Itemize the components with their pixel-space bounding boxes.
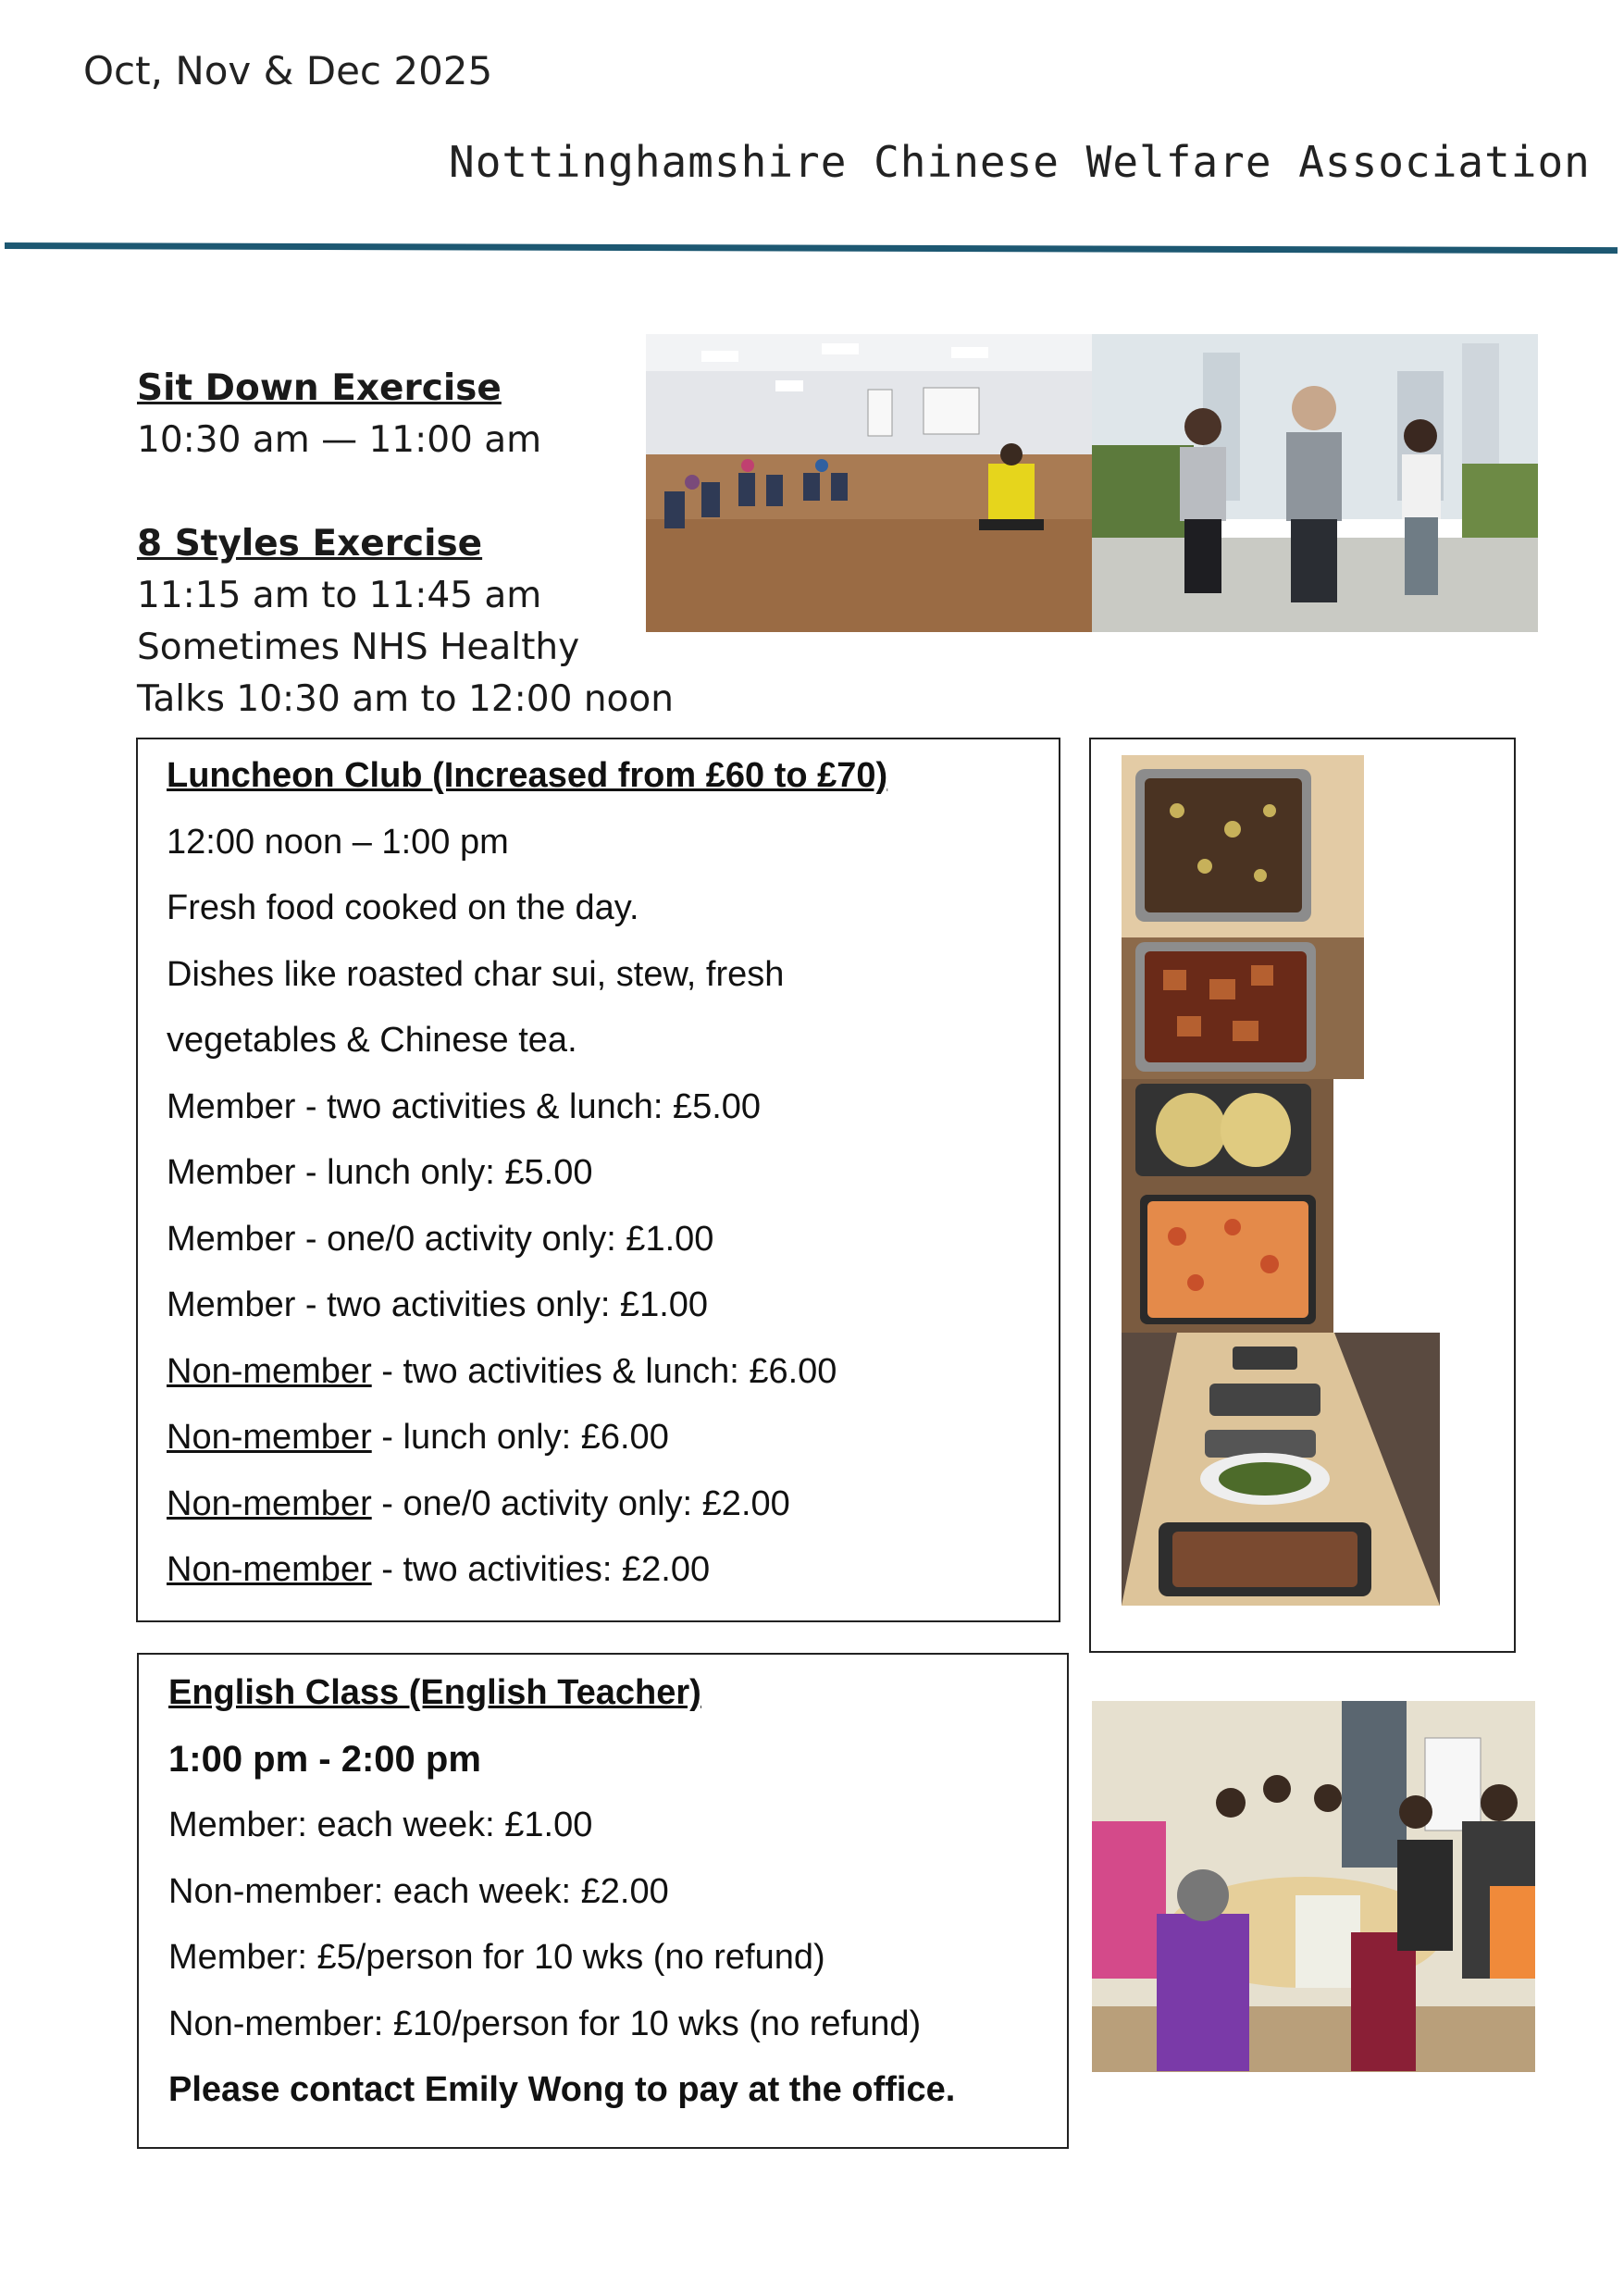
price-line: Non-member - lunch only: £6.00 xyxy=(167,1418,669,1457)
price-line: Member - two activities only: £1.00 xyxy=(167,1285,709,1324)
english-fee-line: Non-member: £10/person for 10 wks (no refund) xyxy=(168,2004,922,2043)
nhs-talks-line-1: Sometimes NHS Healthy xyxy=(137,627,580,668)
food-photo-tomato-egg xyxy=(1122,1181,1333,1333)
english-class-box xyxy=(137,1653,1069,2149)
price-line: Non-member - two activities & lunch: £6.00 xyxy=(167,1351,837,1391)
english-class-details xyxy=(168,1660,955,2124)
price-line: Member - two activities & lunch: £5.00 xyxy=(167,1086,762,1126)
price-line: Member - lunch only: £5.00 xyxy=(167,1153,593,1192)
period-heading: Oct, Nov & Dec 2025 xyxy=(83,48,493,93)
english-contact: Please contact Emily Wong to pay at the office. xyxy=(168,2070,956,2109)
luncheon-title: Luncheon Club (Increased from £60 to £70) xyxy=(167,756,888,795)
luncheon-desc-1: Fresh food cooked on the day. xyxy=(167,888,639,927)
luncheon-time: 12:00 noon – 1:00 pm xyxy=(167,822,509,862)
sit-down-exercise xyxy=(137,363,541,466)
english-title: English Class (English Teacher) xyxy=(168,1673,701,1712)
luncheon-club-details xyxy=(167,743,887,1604)
luncheon-desc-3: vegetables & Chinese tea. xyxy=(167,1021,577,1060)
price-line: Non-member - two activities: £2.00 xyxy=(167,1550,711,1589)
eight-styles-title: 8 Styles Exercise xyxy=(137,523,483,565)
organisation-title: Nottinghamshire Chinese Welfare Association xyxy=(449,137,1591,187)
english-class-photo xyxy=(1092,1701,1535,2072)
nhs-talks-line-2: Talks 10:30 am to 12:00 noon xyxy=(137,678,674,720)
english-fee-line: Non-member: each week: £2.00 xyxy=(168,1871,669,1911)
food-photos-box xyxy=(1089,738,1516,1653)
food-photo-chicken xyxy=(1122,1079,1333,1181)
eight-styles-exercise xyxy=(137,518,674,726)
food-photo-table-spread xyxy=(1122,1333,1440,1606)
food-photo-char-sui xyxy=(1122,937,1364,1079)
english-fee-line: Member: each week: £1.00 xyxy=(168,1806,593,1844)
food-photo-stew xyxy=(1122,755,1364,937)
header-rule xyxy=(5,242,1618,254)
sit-down-exercise-photo xyxy=(646,334,1092,632)
english-fee-line: Member: £5/person for 10 wks (no refund) xyxy=(168,1938,825,1977)
price-line: Member - one/0 activity only: £1.00 xyxy=(167,1219,714,1259)
sit-down-title: Sit Down Exercise xyxy=(137,367,502,409)
sit-down-time: 10:30 am — 11:00 am xyxy=(137,419,542,461)
luncheon-desc-2: Dishes like roasted char sui, stew, fresh xyxy=(167,954,785,994)
luncheon-club-box xyxy=(136,738,1060,1622)
price-line: Non-member - one/0 activity only: £2.00 xyxy=(167,1483,790,1523)
eight-styles-exercise-photo xyxy=(1092,334,1538,632)
english-time: 1:00 pm - 2:00 pm xyxy=(168,1738,481,1780)
eight-styles-time: 11:15 am to 11:45 am xyxy=(137,575,542,616)
